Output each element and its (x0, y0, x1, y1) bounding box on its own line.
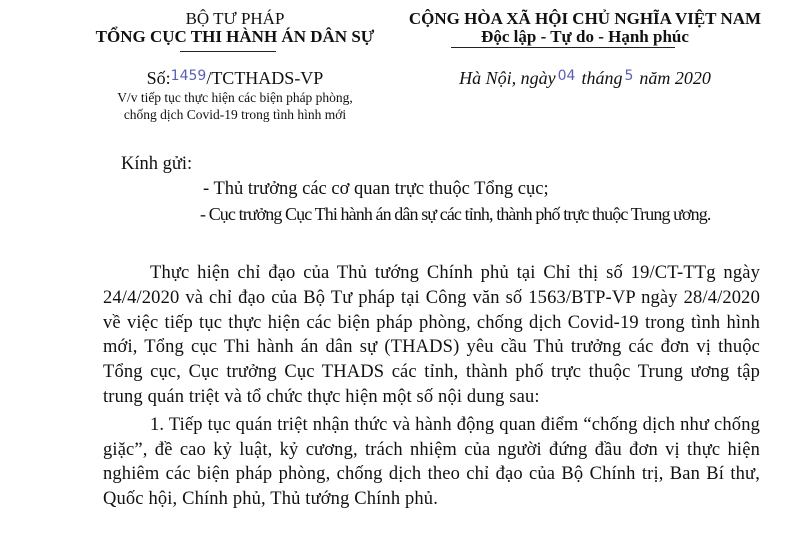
date-prefix: Hà Nội, ngày (459, 68, 556, 88)
year-text: năm 2020 (639, 68, 711, 88)
month-label: tháng (581, 68, 623, 88)
national-motto: Độc lập - Tự do - Hạnh phúc (481, 27, 689, 46)
place-date (385, 68, 785, 89)
subject-line-1: V/v tiếp tục thực hiện các biện pháp phòng, (117, 90, 353, 105)
subject-line-2: chống dịch Covid-19 trong tình hình mới (123, 107, 347, 122)
body-paragraph: Thực hiện chỉ đạo của Thủ tướng Chính phủ tại Chỉ thị số 19/CT-TTg ngày 24/4/2020 và chỉ đạo của Bộ Tư pháp tại Công văn số 1563/BTP-VP ngày 28/4/2020 về việc tiếp tục thực hiện các biện pháp phòng, chống dịch Covid-19 trong tình hình mới, Tổng cục Thi hành án dân sự (THADS) yêu cầu Thủ trưởng các đơn vị thuộc Tổng cục, Cục trưởng Cục THADS các tỉnh, thành phố trực thuộc Trung ương tập trung quán triệt và tổ chức thực hiện một số nội dung sau: (103, 263, 760, 407)
document-number (95, 68, 375, 89)
agency-underline (180, 51, 276, 52)
body-text (103, 261, 760, 512)
handwritten-day: 04 (557, 68, 576, 84)
handwritten-month: 5 (624, 68, 634, 84)
motto-underline (451, 47, 675, 48)
agency-name: TỔNG CỤC THI HÀNH ÁN DÂN SỰ (95, 27, 375, 46)
handwritten-number: 1459 (170, 68, 207, 84)
number-prefix: Số: (146, 68, 171, 88)
recipients-label: Kính gửi: (121, 154, 193, 174)
recipient-item: - Cục trưởng Cục Thi hành án dân sự các tỉnh, thành phố trực thuộc Trung ương. (200, 204, 711, 224)
national-title: CỘNG HÒA XÃ HỘI CHỦ NGHĨA VIỆT NAM (408, 9, 762, 28)
recipient-item: - Thủ trưởng các cơ quan trực thuộc Tổng cục; (203, 179, 549, 199)
ministry-name: BỘ TƯ PHÁP (185, 9, 285, 28)
number-suffix: /TCTHADS-VP (206, 68, 324, 88)
body-paragraph: 1. Tiếp tục quán triệt nhận thức và hành động quan điểm “chống dịch như chống giặc”, đề cao kỷ luật, kỷ cương, trách nhiệm của người đứng đầu đơn vị thực hiện nghiêm các biện pháp phòng, chống dịch theo chỉ đạo của Bộ Chính trị, Ban Bí thư, Quốc hội, Chính phủ, Thủ tướng Chính phủ. (103, 414, 760, 510)
